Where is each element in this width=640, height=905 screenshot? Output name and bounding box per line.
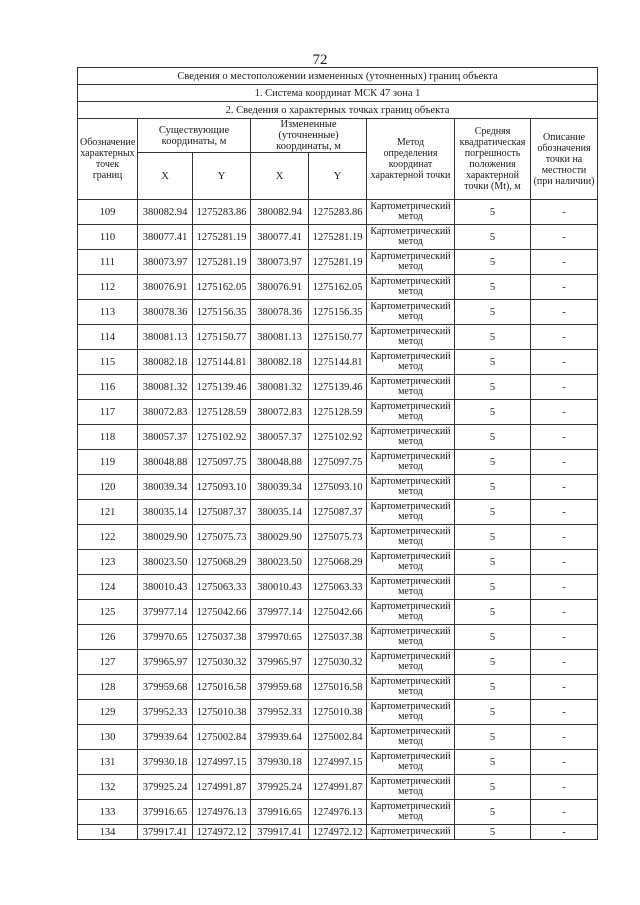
cell-description: - — [531, 575, 598, 600]
cell-x-changed: 379916.65 — [251, 800, 309, 825]
cell-mean-error: 5 — [455, 600, 531, 625]
cell-y-changed: 1275002.84 — [309, 725, 367, 750]
cell-x-changed: 380078.36 — [251, 300, 309, 325]
cell-y-existing: 1275139.46 — [193, 375, 251, 400]
cell-mean-error: 5 — [455, 800, 531, 825]
cell-y-existing: 1275281.19 — [193, 250, 251, 275]
cell-y-changed: 1275102.92 — [309, 425, 367, 450]
header-method: Метод определения координат характерной точки — [367, 119, 455, 200]
table-row — [78, 800, 598, 825]
cell-method: Картометрический метод — [367, 525, 455, 550]
cell-x-existing: 380081.13 — [138, 325, 193, 350]
cell-method: Картометрический метод — [367, 450, 455, 475]
cell-description: - — [531, 400, 598, 425]
header-description: Описание обозначения точки на местности (при наличии) — [531, 119, 598, 200]
cell-x-changed: 379930.18 — [251, 750, 309, 775]
cell-y-existing: 1275063.33 — [193, 575, 251, 600]
cell-description: - — [531, 350, 598, 375]
cell-description: - — [531, 325, 598, 350]
cell-x-changed: 380048.88 — [251, 450, 309, 475]
cell-description: - — [531, 600, 598, 625]
cell-mean-error: 5 — [455, 500, 531, 525]
cell-x-existing: 380076.91 — [138, 275, 193, 300]
cell-y-changed: 1274991.87 — [309, 775, 367, 800]
cell-point: 125 — [78, 600, 138, 625]
cell-x-existing: 379939.64 — [138, 725, 193, 750]
header-changed-coords: Измененные (уточненные) координаты, м — [251, 119, 367, 153]
cell-x-existing: 380057.37 — [138, 425, 193, 450]
cell-x-existing: 379930.18 — [138, 750, 193, 775]
cell-x-existing: 379959.68 — [138, 675, 193, 700]
cell-point: 124 — [78, 575, 138, 600]
cell-y-existing: 1275068.29 — [193, 550, 251, 575]
cell-point: 112 — [78, 275, 138, 300]
cell-y-changed: 1275156.35 — [309, 300, 367, 325]
cell-x-changed: 379965.97 — [251, 650, 309, 675]
cell-y-changed: 1275068.29 — [309, 550, 367, 575]
cell-y-changed: 1275128.59 — [309, 400, 367, 425]
cell-point: 113 — [78, 300, 138, 325]
cell-x-changed: 379925.24 — [251, 775, 309, 800]
cell-mean-error: 5 — [455, 675, 531, 700]
cell-y-existing: 1274991.87 — [193, 775, 251, 800]
cell-mean-error: 5 — [455, 775, 531, 800]
cell-point: 118 — [78, 425, 138, 450]
cell-method: Картометрический метод — [367, 400, 455, 425]
cell-description: - — [531, 550, 598, 575]
table-row — [78, 200, 598, 225]
cell-method: Картометрический метод — [367, 500, 455, 525]
cell-y-changed: 1275144.81 — [309, 350, 367, 375]
cell-x-existing: 380048.88 — [138, 450, 193, 475]
cell-mean-error: 5 — [455, 650, 531, 675]
cell-description: - — [531, 275, 598, 300]
cell-point: 126 — [78, 625, 138, 650]
header-point-designation: Обозначение характерных точек границ — [78, 119, 138, 200]
cell-point: 110 — [78, 225, 138, 250]
cell-mean-error: 5 — [455, 275, 531, 300]
cell-x-changed: 380081.32 — [251, 375, 309, 400]
cell-y-changed: 1275097.75 — [309, 450, 367, 475]
cell-mean-error: 5 — [455, 400, 531, 425]
table-row — [78, 600, 598, 625]
cell-x-existing: 380077.41 — [138, 225, 193, 250]
cell-y-existing: 1275162.05 — [193, 275, 251, 300]
table-row — [78, 725, 598, 750]
cell-point: 127 — [78, 650, 138, 675]
cell-y-changed: 1275162.05 — [309, 275, 367, 300]
cell-method: Картометрический метод — [367, 800, 455, 825]
cell-method: Картометрический метод — [367, 650, 455, 675]
cell-description: - — [531, 700, 598, 725]
cell-x-existing: 380072.83 — [138, 400, 193, 425]
cell-point: 131 — [78, 750, 138, 775]
cell-y-existing: 1275097.75 — [193, 450, 251, 475]
coordinate-system-section: 1. Система координат МСК 47 зона 1 — [78, 85, 598, 102]
cell-point: 129 — [78, 700, 138, 725]
cell-y-existing: 1275144.81 — [193, 350, 251, 375]
table-row — [78, 350, 598, 375]
cell-y-existing: 1275283.86 — [193, 200, 251, 225]
table-row — [78, 500, 598, 525]
cell-x-existing: 379917.41 — [138, 825, 193, 840]
cell-mean-error: 5 — [455, 450, 531, 475]
table-row — [78, 325, 598, 350]
cell-description: - — [531, 250, 598, 275]
cell-description: - — [531, 825, 598, 840]
cell-mean-error: 5 — [455, 475, 531, 500]
header-existing-coords: Существующие координаты, м — [138, 119, 251, 153]
table-title: Сведения о местоположении измененных (уточненных) границ объекта — [78, 68, 598, 85]
cell-x-changed: 379917.41 — [251, 825, 309, 840]
cell-method: Картометрический метод — [367, 250, 455, 275]
cell-y-existing: 1275037.38 — [193, 625, 251, 650]
header-y-existing: Y — [193, 153, 251, 200]
cell-description: - — [531, 475, 598, 500]
cell-x-changed: 379977.14 — [251, 600, 309, 625]
cell-y-existing: 1275075.73 — [193, 525, 251, 550]
cell-point: 117 — [78, 400, 138, 425]
cell-point: 114 — [78, 325, 138, 350]
cell-x-existing: 379965.97 — [138, 650, 193, 675]
table-row — [78, 425, 598, 450]
cell-x-existing: 380023.50 — [138, 550, 193, 575]
cell-point: 128 — [78, 675, 138, 700]
cell-method: Картометрический метод — [367, 600, 455, 625]
header-y-changed: Y — [309, 153, 367, 200]
cell-point: 122 — [78, 525, 138, 550]
table-row — [78, 225, 598, 250]
cell-description: - — [531, 675, 598, 700]
cell-y-changed: 1275075.73 — [309, 525, 367, 550]
cell-method: Картометрический метод — [367, 575, 455, 600]
cell-x-existing: 380035.14 — [138, 500, 193, 525]
cell-x-existing: 380039.34 — [138, 475, 193, 500]
table-row — [78, 575, 598, 600]
table-row — [78, 525, 598, 550]
cell-point: 123 — [78, 550, 138, 575]
cell-y-existing: 1275030.32 — [193, 650, 251, 675]
cell-mean-error: 5 — [455, 750, 531, 775]
cell-y-existing: 1275016.58 — [193, 675, 251, 700]
cell-method: Картометрический метод — [367, 325, 455, 350]
cell-description: - — [531, 775, 598, 800]
cell-method: Картометрический метод — [367, 550, 455, 575]
cell-method: Картометрический метод — [367, 750, 455, 775]
header-x-changed: X — [251, 153, 309, 200]
table-row — [78, 250, 598, 275]
cell-x-changed: 379970.65 — [251, 625, 309, 650]
cell-description: - — [531, 425, 598, 450]
cell-x-changed: 380076.91 — [251, 275, 309, 300]
cell-y-existing: 1275093.10 — [193, 475, 251, 500]
cell-method: Картометрический метод — [367, 775, 455, 800]
table-row — [78, 625, 598, 650]
cell-y-existing: 1275281.19 — [193, 225, 251, 250]
cell-method: Картометрический метод — [367, 200, 455, 225]
table-row — [78, 675, 598, 700]
cell-method: Картометрический метод — [367, 700, 455, 725]
header-mean-error: Средняя квадратическая погрешность положения характерной точки (Mt), м — [455, 119, 531, 200]
cell-x-changed: 380072.83 — [251, 400, 309, 425]
cell-y-existing: 1275150.77 — [193, 325, 251, 350]
cell-mean-error: 5 — [455, 700, 531, 725]
cell-x-changed: 380081.13 — [251, 325, 309, 350]
cell-x-changed: 379939.64 — [251, 725, 309, 750]
cell-point: 121 — [78, 500, 138, 525]
cell-y-existing: 1275128.59 — [193, 400, 251, 425]
cell-point: 119 — [78, 450, 138, 475]
cell-point: 115 — [78, 350, 138, 375]
cell-point: 130 — [78, 725, 138, 750]
table-row — [78, 750, 598, 775]
cell-y-changed: 1274976.13 — [309, 800, 367, 825]
cell-description: - — [531, 225, 598, 250]
cell-x-changed: 379959.68 — [251, 675, 309, 700]
cell-description: - — [531, 300, 598, 325]
cell-y-existing: 1275010.38 — [193, 700, 251, 725]
table-row — [78, 475, 598, 500]
cell-y-changed: 1275010.38 — [309, 700, 367, 725]
cell-x-changed: 380023.50 — [251, 550, 309, 575]
cell-description: - — [531, 725, 598, 750]
cell-x-existing: 379925.24 — [138, 775, 193, 800]
cell-x-existing: 380073.97 — [138, 250, 193, 275]
cell-y-changed: 1275087.37 — [309, 500, 367, 525]
cell-mean-error: 5 — [455, 550, 531, 575]
table-row — [78, 400, 598, 425]
cell-y-existing: 1275156.35 — [193, 300, 251, 325]
cell-description: - — [531, 500, 598, 525]
cell-x-existing: 379916.65 — [138, 800, 193, 825]
cell-x-existing: 380078.36 — [138, 300, 193, 325]
cell-method: Картометрический метод — [367, 725, 455, 750]
cell-x-existing: 379970.65 — [138, 625, 193, 650]
cell-x-existing: 380081.32 — [138, 375, 193, 400]
cell-description: - — [531, 800, 598, 825]
table-row — [78, 275, 598, 300]
cell-description: - — [531, 750, 598, 775]
table-row — [78, 300, 598, 325]
cell-point: 134 — [78, 825, 138, 840]
cell-method: Картометрический метод — [367, 225, 455, 250]
cell-mean-error: 5 — [455, 350, 531, 375]
cell-mean-error: 5 — [455, 300, 531, 325]
cell-x-changed: 380039.34 — [251, 475, 309, 500]
cell-method: Картометрический метод — [367, 375, 455, 400]
cell-x-changed: 380082.18 — [251, 350, 309, 375]
table-row — [78, 650, 598, 675]
cell-point: 120 — [78, 475, 138, 500]
cell-x-changed: 379952.33 — [251, 700, 309, 725]
cell-x-existing: 380010.43 — [138, 575, 193, 600]
table-row — [78, 775, 598, 800]
cell-mean-error: 5 — [455, 250, 531, 275]
cell-description: - — [531, 525, 598, 550]
cell-description: - — [531, 650, 598, 675]
table-row — [78, 550, 598, 575]
boundary-points-table — [77, 67, 598, 840]
cell-y-changed: 1275139.46 — [309, 375, 367, 400]
table-row — [78, 375, 598, 400]
cell-point: 133 — [78, 800, 138, 825]
cell-y-changed: 1275030.32 — [309, 650, 367, 675]
cell-x-changed: 380077.41 — [251, 225, 309, 250]
characteristic-points-section: 2. Сведения о характерных точках границ объекта — [78, 102, 598, 119]
cell-y-existing: 1274976.13 — [193, 800, 251, 825]
cell-y-changed: 1274972.12 — [309, 825, 367, 840]
cell-y-changed: 1275063.33 — [309, 575, 367, 600]
cell-mean-error: 5 — [455, 225, 531, 250]
cell-x-changed: 380010.43 — [251, 575, 309, 600]
cell-y-existing: 1275087.37 — [193, 500, 251, 525]
cell-mean-error: 5 — [455, 325, 531, 350]
cell-method: Картометрический метод — [367, 300, 455, 325]
cell-y-changed: 1275150.77 — [309, 325, 367, 350]
cell-y-existing: 1274997.15 — [193, 750, 251, 775]
cell-method: Картометрический метод — [367, 675, 455, 700]
cell-x-existing: 379952.33 — [138, 700, 193, 725]
cell-y-existing: 1275002.84 — [193, 725, 251, 750]
cell-method: Картометрический метод — [367, 625, 455, 650]
header-x-existing: X — [138, 153, 193, 200]
page-number: 72 — [312, 52, 328, 68]
cell-mean-error: 5 — [455, 725, 531, 750]
cell-mean-error: 5 — [455, 575, 531, 600]
cell-method: Картометрический метод — [367, 350, 455, 375]
cell-point: 111 — [78, 250, 138, 275]
cell-y-changed: 1275093.10 — [309, 475, 367, 500]
cell-x-existing: 380082.18 — [138, 350, 193, 375]
cell-method: Картометрический метод — [367, 475, 455, 500]
cell-y-existing: 1274972.12 — [193, 825, 251, 840]
cell-point: 132 — [78, 775, 138, 800]
cell-point: 109 — [78, 200, 138, 225]
cell-mean-error: 5 — [455, 425, 531, 450]
cell-x-changed: 380029.90 — [251, 525, 309, 550]
cell-x-existing: 379977.14 — [138, 600, 193, 625]
cell-y-changed: 1275281.19 — [309, 225, 367, 250]
cell-description: - — [531, 375, 598, 400]
cell-y-changed: 1275281.19 — [309, 250, 367, 275]
table-row — [78, 825, 598, 840]
cell-y-changed: 1274997.15 — [309, 750, 367, 775]
table-row — [78, 700, 598, 725]
cell-x-changed: 380073.97 — [251, 250, 309, 275]
cell-x-changed: 380035.14 — [251, 500, 309, 525]
cell-y-changed: 1275037.38 — [309, 625, 367, 650]
cell-x-changed: 380057.37 — [251, 425, 309, 450]
cell-description: - — [531, 450, 598, 475]
cell-x-existing: 380029.90 — [138, 525, 193, 550]
cell-y-existing: 1275042.66 — [193, 600, 251, 625]
cell-mean-error: 5 — [455, 200, 531, 225]
cell-x-changed: 380082.94 — [251, 200, 309, 225]
cell-method: Картометрический — [367, 825, 455, 840]
cell-description: - — [531, 625, 598, 650]
cell-y-changed: 1275283.86 — [309, 200, 367, 225]
cell-description: - — [531, 200, 598, 225]
cell-y-existing: 1275102.92 — [193, 425, 251, 450]
cell-mean-error: 5 — [455, 625, 531, 650]
cell-y-changed: 1275016.58 — [309, 675, 367, 700]
cell-point: 116 — [78, 375, 138, 400]
table-row — [78, 450, 598, 475]
cell-mean-error: 5 — [455, 825, 531, 840]
table-body — [78, 200, 598, 840]
cell-y-changed: 1275042.66 — [309, 600, 367, 625]
cell-mean-error: 5 — [455, 375, 531, 400]
cell-x-existing: 380082.94 — [138, 200, 193, 225]
cell-method: Картометрический метод — [367, 275, 455, 300]
cell-mean-error: 5 — [455, 525, 531, 550]
cell-method: Картометрический метод — [367, 425, 455, 450]
